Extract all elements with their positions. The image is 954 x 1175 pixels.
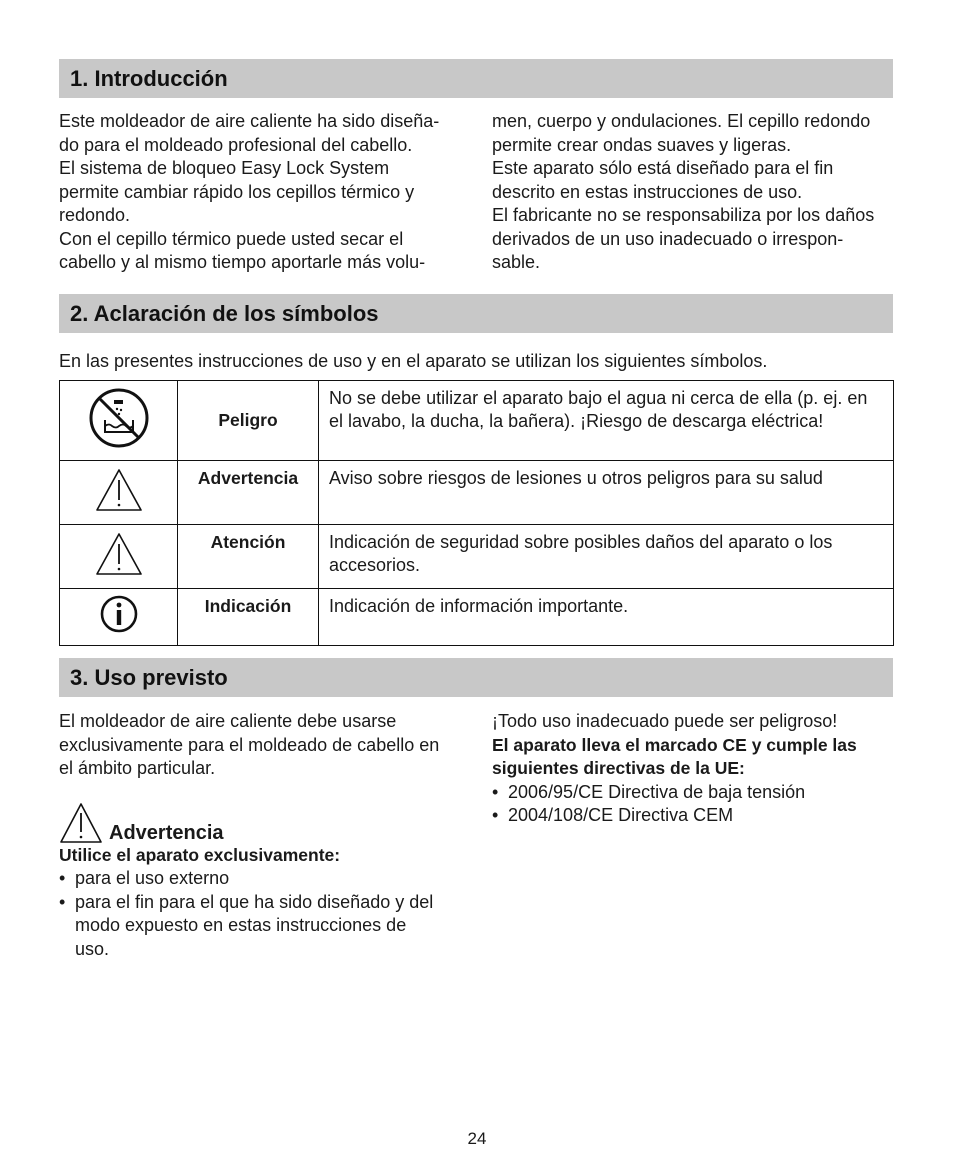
- warning-triangle-icon: [95, 532, 143, 576]
- text-line: El aparato lleva el marcado CE y cumple las: [492, 734, 857, 755]
- section-1-header: [59, 59, 893, 98]
- no-water-icon: [87, 386, 151, 450]
- text-line: para el fin para el que ha sido diseñado y del: [75, 891, 434, 912]
- text-line: permite crear ondas suaves y ligeras.: [492, 134, 792, 155]
- text-line: uso.: [75, 938, 110, 959]
- symbols-intro: En las presentes instrucciones de uso y en el aparato se utilizan los siguientes símbolos.: [59, 351, 768, 371]
- text-line: para el uso externo: [75, 868, 230, 888]
- warning-instruction: Utilice el aparato exclusivamente:: [59, 844, 341, 865]
- section-2-title: 2. Aclaración de los símbolos: [70, 301, 379, 326]
- text-line: descrito en estas instrucciones de uso.: [492, 181, 803, 202]
- symbol-cell: [60, 381, 178, 461]
- text-line: Indicación de información importante.: [329, 596, 629, 616]
- list-item: • 2006/95/CE Directiva de baja tensión: [492, 781, 894, 805]
- table-row: [60, 461, 894, 525]
- description-cell: [319, 589, 894, 646]
- warning-heading: [59, 802, 469, 844]
- text-line: sable.: [492, 252, 541, 272]
- text-line: Indicación de seguridad sobre posibles daños del aparato o los: [329, 532, 833, 552]
- description-cell: [319, 381, 894, 461]
- text-line: El moldeador de aire caliente debe usarse: [59, 711, 397, 731]
- symbol-cell: [60, 461, 178, 525]
- text-line: modo expuesto en estas instrucciones de: [75, 915, 407, 935]
- text-line: cabello y al mismo tiempo aportarle más volu-: [59, 252, 426, 272]
- warning-label: Advertencia: [109, 821, 224, 844]
- page-number: 24: [467, 1129, 487, 1148]
- text-line: No se debe utilizar el aparato bajo el agua ni cerca de ella (p. ej. en: [329, 388, 868, 408]
- term-cell: Atención: [178, 525, 319, 589]
- section-3-left-column: [59, 710, 469, 961]
- description-cell: [319, 461, 894, 525]
- text-line: derivados de un uso inadecuado o irrespon-: [492, 228, 844, 249]
- table-row: [60, 589, 894, 646]
- list-item: [59, 891, 469, 962]
- section-1-right-column: [492, 110, 894, 275]
- text-line: el lavabo, la ducha, la bañera). ¡Riesgo de descarga eléctrica!: [329, 411, 824, 431]
- warning-triangle-icon: [95, 468, 143, 512]
- term-cell: Peligro: [178, 381, 319, 461]
- section-2-header: [59, 294, 893, 333]
- term-cell: Indicación: [178, 589, 319, 646]
- section-3-header: [59, 658, 893, 697]
- text-line: redondo.: [59, 205, 131, 225]
- table-row: [60, 381, 894, 461]
- text-line: men, cuerpo y ondulaciones. El cepillo redondo: [492, 111, 871, 131]
- symbols-table: [59, 380, 894, 646]
- symbol-cell: [60, 525, 178, 589]
- text-line: do para el moldeado profesional del cabello.: [59, 134, 413, 155]
- section-1-title: 1. Introducción: [70, 66, 228, 91]
- term-cell: Advertencia: [178, 461, 319, 525]
- text-line: el ámbito particular.: [59, 758, 216, 778]
- directives-list: [492, 781, 894, 828]
- warning-list: [59, 867, 469, 961]
- text-line: permite cambiar rápido los cepillos térmico y: [59, 181, 415, 202]
- section-3-right-column: [492, 710, 894, 828]
- section-1-left-column: [59, 110, 459, 275]
- table-row: [60, 525, 894, 589]
- info-icon: [99, 594, 139, 634]
- text-line: Aviso sobre riesgos de lesiones u otros peligros para su salud: [329, 468, 823, 488]
- section-3-title: 3. Uso previsto: [70, 665, 228, 690]
- text-line: Este aparato sólo está diseñado para el fin: [492, 158, 834, 178]
- text-line: ¡Todo uso inadecuado puede ser peligroso!: [492, 711, 838, 731]
- text-line: El fabricante no se responsabiliza por los daños: [492, 205, 875, 225]
- list-item: • 2004/108/CE Directiva CEM: [492, 804, 894, 828]
- list-item: [59, 867, 469, 891]
- text-line: siguientes directivas de la UE:: [492, 758, 745, 778]
- text-line: Con el cepillo térmico puede usted secar el: [59, 228, 404, 249]
- symbol-cell: [60, 589, 178, 646]
- warning-triangle-icon: [59, 802, 103, 844]
- text-line: Este moldeador de aire caliente ha sido diseña-: [59, 111, 440, 131]
- text-line: exclusivamente para el moldeado de cabello en: [59, 734, 440, 755]
- description-cell: [319, 525, 894, 589]
- text-line: accesorios.: [329, 555, 421, 575]
- text-line: El sistema de bloqueo Easy Lock System: [59, 158, 390, 178]
